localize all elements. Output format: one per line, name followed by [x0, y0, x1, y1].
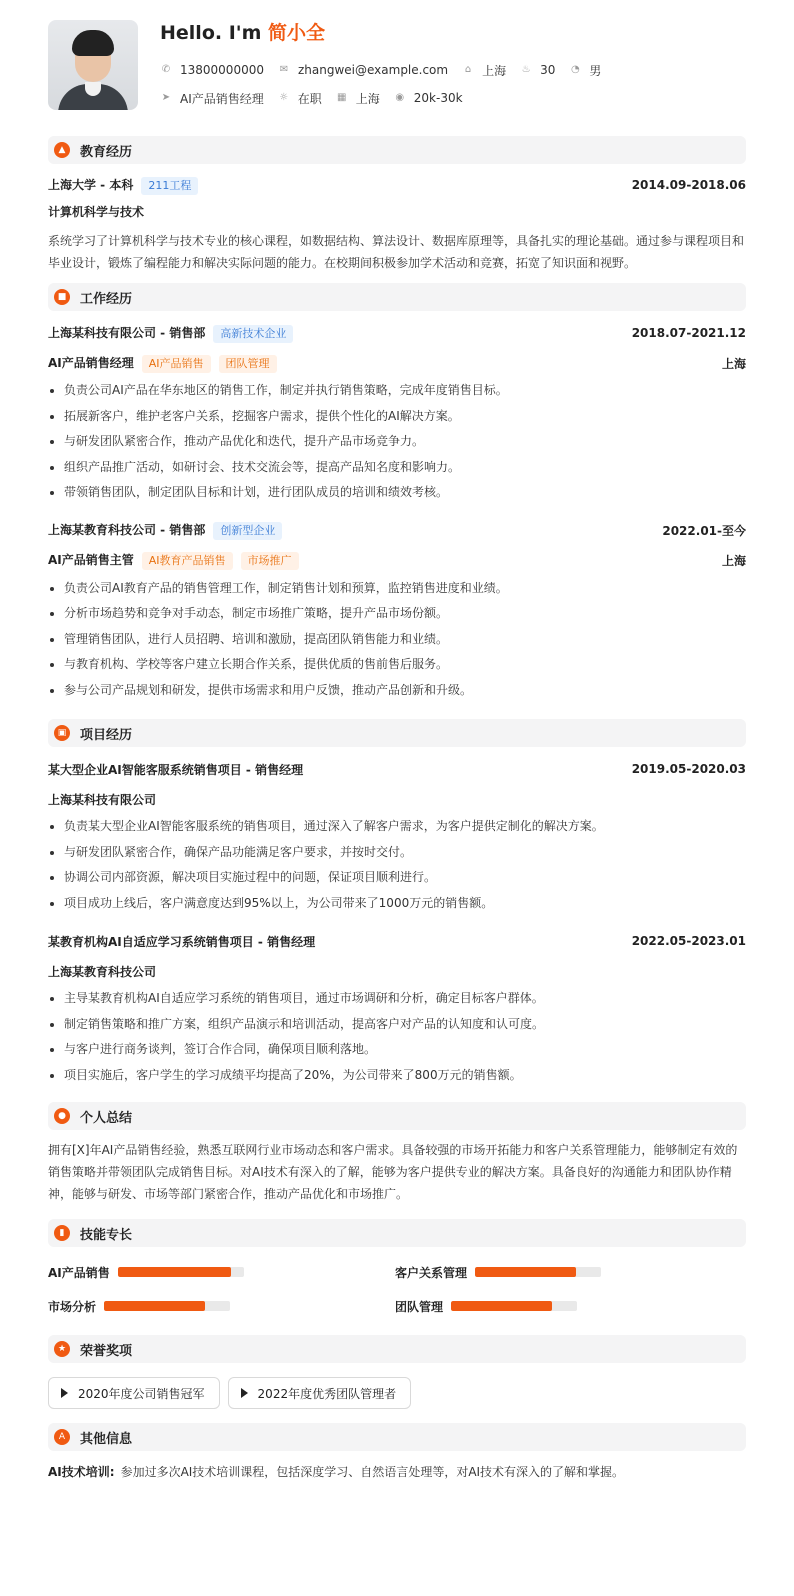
- section-title: 技能专长: [80, 1227, 133, 1243]
- section-title: 其他信息: [80, 1431, 133, 1447]
- skill-label: AI产品销售: [48, 1265, 110, 1280]
- greeting-text: Hello. I'm: [160, 22, 268, 44]
- honors-list: [48, 1377, 746, 1409]
- briefcase-icon: ■: [54, 289, 70, 305]
- major: 计算机科学与技术: [48, 204, 145, 219]
- role-tag: AI教育产品销售: [142, 552, 233, 570]
- role-tag: 市场推广: [241, 552, 299, 570]
- role-tag: AI产品销售: [142, 355, 211, 373]
- skill-label: 客户关系管理: [395, 1265, 468, 1280]
- list-item: 拓展新客户，维护老客户关系，挖掘客户需求，提供个性化的AI解决方案。: [48, 404, 746, 430]
- avatar: [48, 20, 138, 110]
- honor-text: 2022年度优秀团队管理者: [257, 1386, 397, 1401]
- section-header-projects: [48, 719, 746, 747]
- contact-row: [160, 56, 615, 84]
- section-header-work: [48, 283, 746, 311]
- skill-bar-fill: [475, 1267, 576, 1277]
- phone-item: [160, 63, 264, 77]
- status-item: [278, 90, 322, 107]
- skill-bar-fill: [104, 1301, 205, 1311]
- list-item: 参与公司产品规划和研发，提供市场需求和用户反馈，推动产品创新和升级。: [48, 678, 746, 704]
- role-tag: 团队管理: [219, 355, 277, 373]
- honor-item: [228, 1377, 412, 1409]
- skill-bar: [451, 1301, 577, 1311]
- projects-section: [48, 719, 746, 1088]
- list-item: 管理销售团队，进行人员招聘、培训和激励，提高团队销售能力和业绩。: [48, 627, 746, 653]
- project-org-row: [48, 786, 746, 812]
- skill-bar-fill: [451, 1301, 552, 1311]
- other-info-label: AI技术培训:: [48, 1465, 115, 1479]
- list-item: 与研发团队紧密合作，确保产品功能满足客户要求，并按时交付。: [48, 840, 746, 866]
- gender-item: [569, 62, 601, 79]
- school-tag: 211工程: [141, 177, 198, 195]
- list-item: 负责公司AI产品在华东地区的销售工作，制定并执行销售策略，完成年度销售目标。: [48, 378, 746, 404]
- play-icon: [61, 1388, 68, 1398]
- skills-list: [48, 1255, 746, 1323]
- send-icon: ➤: [161, 92, 171, 103]
- skill-bar: [475, 1267, 601, 1277]
- section-header-other: [48, 1423, 746, 1451]
- summary-text: 拥有[X]年AI产品销售经验，熟悉互联网行业市场动态和客户需求。具备较强的市场开拓能力和客户关系管理能力，能够制定有效的销售策略并带领团队完成销售目标。对AI技术有深入的了解，能够为客户提供专业的解决方案。具备良好的沟通能力和团队协作精神，能够与研发、市场等部门紧密合作，推动产品优化和市场推广。: [48, 1143, 738, 1201]
- other-info-line: [48, 1461, 746, 1483]
- job-date: 2018.07-2021.12: [631, 326, 746, 340]
- list-item: 与教育机构、学校等客户建立长期合作关系，提供优质的售前售后服务。: [48, 652, 746, 678]
- phone-icon: ✆: [161, 64, 171, 75]
- bar-chart-icon: ▮: [54, 1225, 70, 1241]
- major-row: [48, 198, 746, 224]
- skill-label: 团队管理: [395, 1299, 444, 1314]
- grid-icon: ▣: [54, 725, 70, 741]
- list-item: 与客户进行商务谈判，签订合作合同，确保项目顺利落地。: [48, 1037, 746, 1063]
- city-item: [336, 90, 380, 107]
- skill-bar: [118, 1267, 244, 1277]
- list-item: 主导某教育机构AI自适应学习系统的销售项目，通过市场调研和分析，确定目标客户群体。: [48, 986, 746, 1012]
- gender-text: 男: [589, 63, 602, 78]
- section-title: 荣誉奖项: [80, 1343, 133, 1359]
- section-header-summary: [48, 1102, 746, 1130]
- section-header-skills: [48, 1219, 746, 1247]
- company-tag: 创新型企业: [213, 522, 282, 540]
- salary-item: [394, 91, 463, 105]
- education-row: [48, 172, 746, 198]
- project-details: [48, 986, 746, 1088]
- project-name: 某教育机构AI自适应学习系统销售项目 - 销售经理: [48, 934, 316, 949]
- position-text: AI产品销售经理: [180, 91, 264, 106]
- position-item: [160, 90, 264, 107]
- job-company-row: [48, 320, 746, 346]
- honors-section: [48, 1335, 746, 1409]
- candidate-name: 简小全: [268, 22, 326, 44]
- project-date: 2019.05-2020.03: [631, 762, 746, 776]
- salary-icon: ◉: [395, 92, 405, 103]
- greeting: [160, 20, 615, 46]
- section-title: 工作经历: [80, 291, 133, 307]
- list-item: 制定销售策略和推广方案，组织产品演示和培训活动，提高客户对产品的认知度和认可度。: [48, 1012, 746, 1038]
- list-item: 负责某大型企业AI智能客服系统的销售项目，通过深入了解客户需求，为客户提供定制化的解决方案。: [48, 814, 746, 840]
- section-header-honors: [48, 1335, 746, 1363]
- other-section: [48, 1423, 746, 1483]
- school-name: 上海大学 - 本科: [48, 177, 134, 192]
- user-icon: ●: [54, 1108, 70, 1124]
- section-title: 个人总结: [80, 1110, 133, 1126]
- email-item: [278, 63, 448, 77]
- job-duties: [48, 378, 746, 506]
- project-name-row: [48, 928, 746, 954]
- medal-icon: ★: [54, 1341, 70, 1357]
- cake-icon: ♨: [521, 64, 531, 75]
- info-icon: A: [54, 1429, 70, 1445]
- phone-text: 13800000000: [180, 63, 264, 77]
- skill-bar-fill: [118, 1267, 231, 1277]
- job-role: AI产品销售经理: [48, 355, 134, 370]
- work-section: [48, 283, 746, 703]
- job-duties: [48, 576, 746, 704]
- job-company-row: [48, 518, 746, 544]
- project-org: 上海某科技有限公司: [48, 792, 157, 807]
- skills-section: [48, 1219, 746, 1323]
- home-item: [462, 62, 506, 79]
- list-item: 负责公司AI教育产品的销售管理工作，制定销售计划和预算，监控销售进度和业绩。: [48, 576, 746, 602]
- education-date: 2014.09-2018.06: [631, 178, 746, 192]
- company-name: 上海某教育科技公司 - 销售部: [48, 523, 206, 537]
- skill-bar: [104, 1301, 230, 1311]
- job-date: 2022.01-至今: [662, 524, 746, 538]
- honor-text: 2020年度公司销售冠军: [78, 1386, 205, 1401]
- project-org-row: [48, 958, 746, 984]
- list-item: 带领销售团队，制定团队目标和计划，进行团队成员的培训和绩效考核。: [48, 480, 746, 506]
- status-icon: ☼: [279, 92, 289, 103]
- email-text: zhangwei@example.com: [297, 63, 449, 77]
- project-details: [48, 814, 746, 916]
- education-description: 系统学习了计算机科学与技术专业的核心课程，如数据结构、算法设计、数据库原理等，具备扎实的理论基础。通过参与课程项目和毕业设计，锻炼了编程能力和解决实际问题的能力。在校期间积极参加学术活动和竞赛，拓宽了知识面和视野。: [48, 234, 745, 270]
- skill-item: [48, 1289, 395, 1323]
- job-role-row: [48, 350, 746, 376]
- project-entry: [48, 756, 746, 916]
- job-role-row: [48, 548, 746, 574]
- play-icon: [241, 1388, 248, 1398]
- home-icon: ⌂: [464, 64, 472, 75]
- company-tag: 高新技术企业: [213, 325, 293, 343]
- skill-label: 市场分析: [48, 1299, 97, 1314]
- resume-header: [48, 20, 746, 128]
- job-role: AI产品销售主管: [48, 553, 134, 567]
- list-item: 项目实施后，客户学生的学习成绩平均提高了20%，为公司带来了800万元的销售额。: [48, 1063, 746, 1089]
- graduation-cap-icon: ▲: [54, 142, 70, 158]
- project-entry: [48, 928, 746, 1088]
- header-info: [160, 20, 615, 128]
- education-section: [48, 136, 746, 274]
- project-name: 某大型企业AI智能客服系统销售项目 - 销售经理: [48, 762, 304, 777]
- skill-item: [395, 1289, 742, 1323]
- job-intent-row: [160, 84, 615, 112]
- project-org: 上海某教育科技公司: [48, 964, 157, 979]
- list-item: 协调公司内部资源，解决项目实施过程中的问题，保证项目顺利进行。: [48, 865, 746, 891]
- job-city: 上海: [721, 554, 746, 568]
- skill-item: [395, 1255, 742, 1289]
- skill-item: [48, 1255, 395, 1289]
- list-item: 与研发团队紧密合作，推动产品优化和迭代，提升产品市场竞争力。: [48, 429, 746, 455]
- mail-icon: ✉: [279, 64, 289, 75]
- honor-item: [48, 1377, 220, 1409]
- city-text: 上海: [355, 91, 380, 106]
- gender-icon: ◔: [571, 64, 580, 75]
- other-info-text: 参加过多次AI技术培训课程，包括深度学习、自然语言处理等，对AI技术有深入的了解和掌握。: [120, 1465, 625, 1479]
- section-title: 教育经历: [80, 144, 133, 160]
- project-date: 2022.05-2023.01: [631, 934, 746, 948]
- job-city: 上海: [721, 356, 746, 371]
- home-text: 上海: [482, 63, 507, 78]
- salary-text: 20k-30k: [413, 91, 463, 105]
- list-item: 组织产品推广活动，如研讨会、技术交流会等，提高产品知名度和影响力。: [48, 455, 746, 481]
- project-name-row: [48, 756, 746, 782]
- section-header-education: [48, 136, 746, 164]
- list-item: 项目成功上线后，客户满意度达到95%以上，为公司带来了1000万元的销售额。: [48, 891, 746, 917]
- building-icon: ▦: [337, 92, 347, 103]
- summary-section: [48, 1102, 746, 1205]
- age-text: 30: [540, 63, 556, 77]
- status-text: 在职: [297, 91, 322, 106]
- job-entry: [48, 320, 746, 506]
- list-item: 分析市场趋势和竞争对手动态，制定市场推广策略，提升产品市场份额。: [48, 601, 746, 627]
- job-entry: [48, 518, 746, 704]
- section-title: 项目经历: [80, 727, 133, 743]
- age-item: [520, 63, 555, 77]
- company-name: 上海某科技有限公司 - 销售部: [48, 325, 206, 340]
